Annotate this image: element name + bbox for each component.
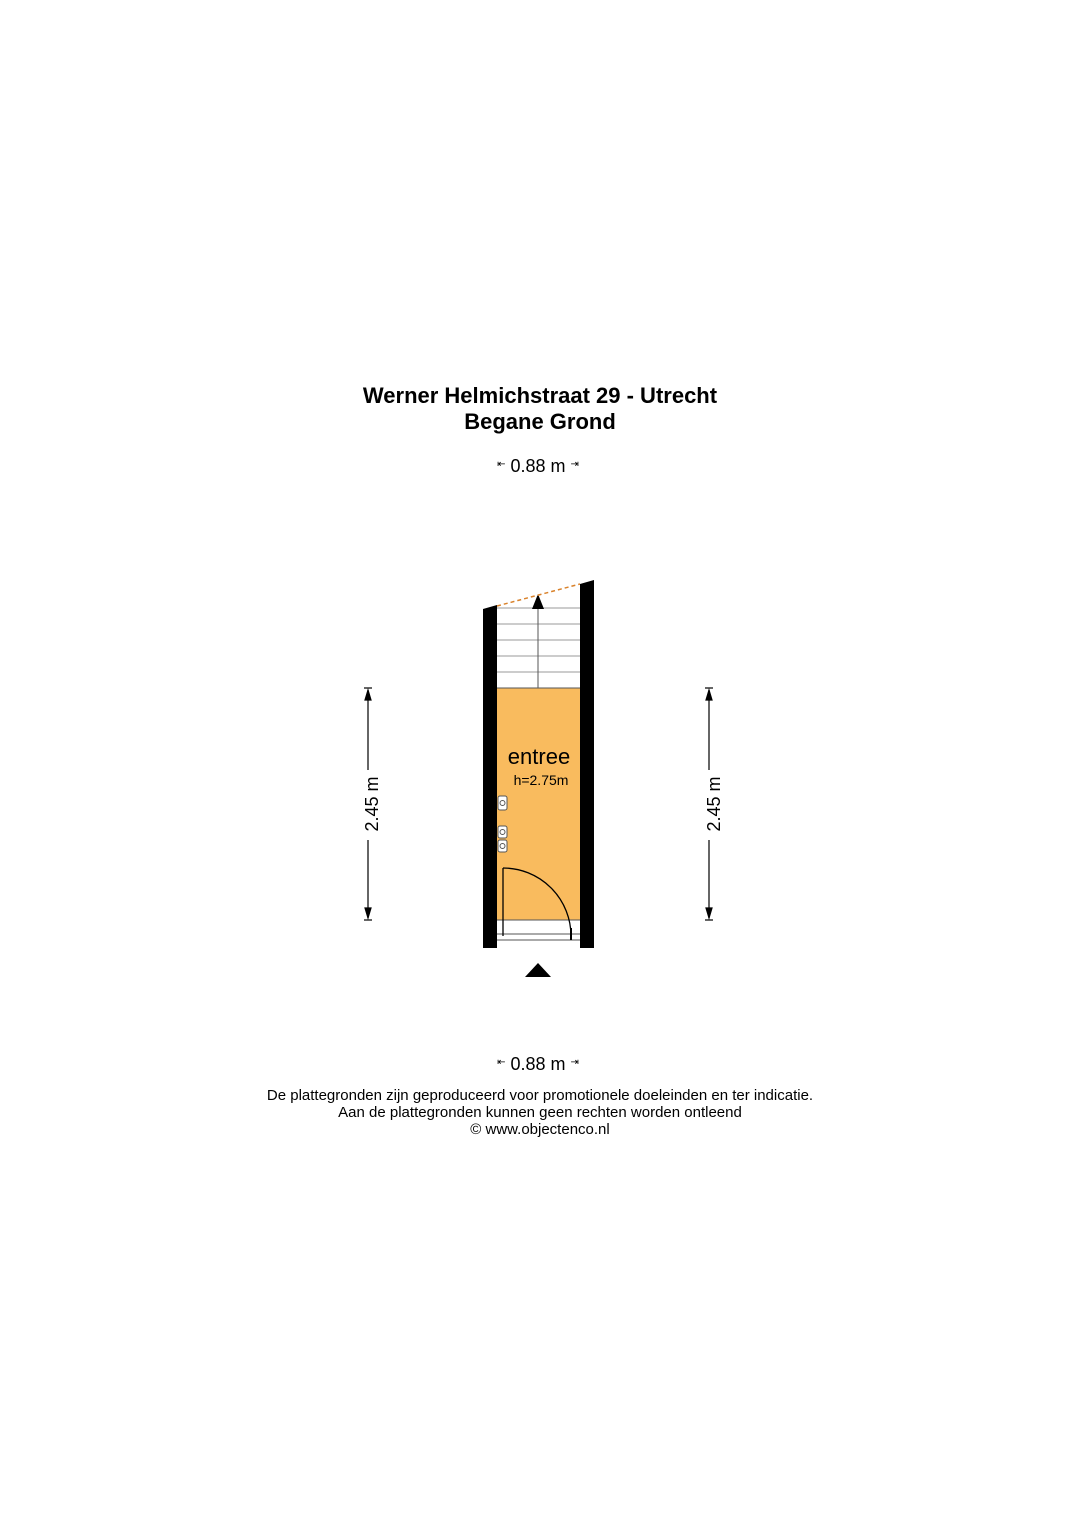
room-name: entree bbox=[507, 744, 571, 769]
disclaimer-line-1: De plattegronden zijn geproduceerd voor promotionele doeleinden en ter indicatie. bbox=[266, 1087, 814, 1104]
room-height: h=2.75m bbox=[513, 772, 569, 788]
disclaimer-line-2: Aan de plattegronden kunnen geen rechten worden ontleend bbox=[338, 1104, 742, 1121]
entrance-arrow-icon bbox=[525, 963, 551, 977]
dimension-width-bottom-label: 0.88 m bbox=[510, 1054, 566, 1074]
dimension-length-left-label: 2.45 m bbox=[362, 770, 382, 838]
dimension-right-arrow-icon: ⇥ bbox=[570, 1057, 579, 1069]
dimension-length-right-label: 2.45 m bbox=[704, 770, 724, 838]
dimension-left-arrow-icon: ⇤ bbox=[497, 1057, 506, 1069]
copyright-link[interactable]: © www.objectenco.nl bbox=[470, 1121, 610, 1138]
plan-title: Werner Helmichstraat 29 - Utrecht bbox=[362, 383, 718, 408]
wall-right bbox=[580, 580, 594, 948]
staircase bbox=[497, 604, 580, 688]
wall-left bbox=[483, 605, 497, 948]
floor-name: Begane Grond bbox=[464, 409, 616, 434]
dimension-right-arrow-icon: ⇥ bbox=[570, 459, 579, 471]
dimension-width-bottom bbox=[0, 1053, 1076, 1076]
room-entree-fill bbox=[497, 688, 580, 920]
front-door-threshold bbox=[497, 920, 580, 940]
dimension-width-top-label: 0.88 m bbox=[510, 456, 566, 476]
dimension-left-arrow-icon: ⇤ bbox=[497, 459, 506, 471]
